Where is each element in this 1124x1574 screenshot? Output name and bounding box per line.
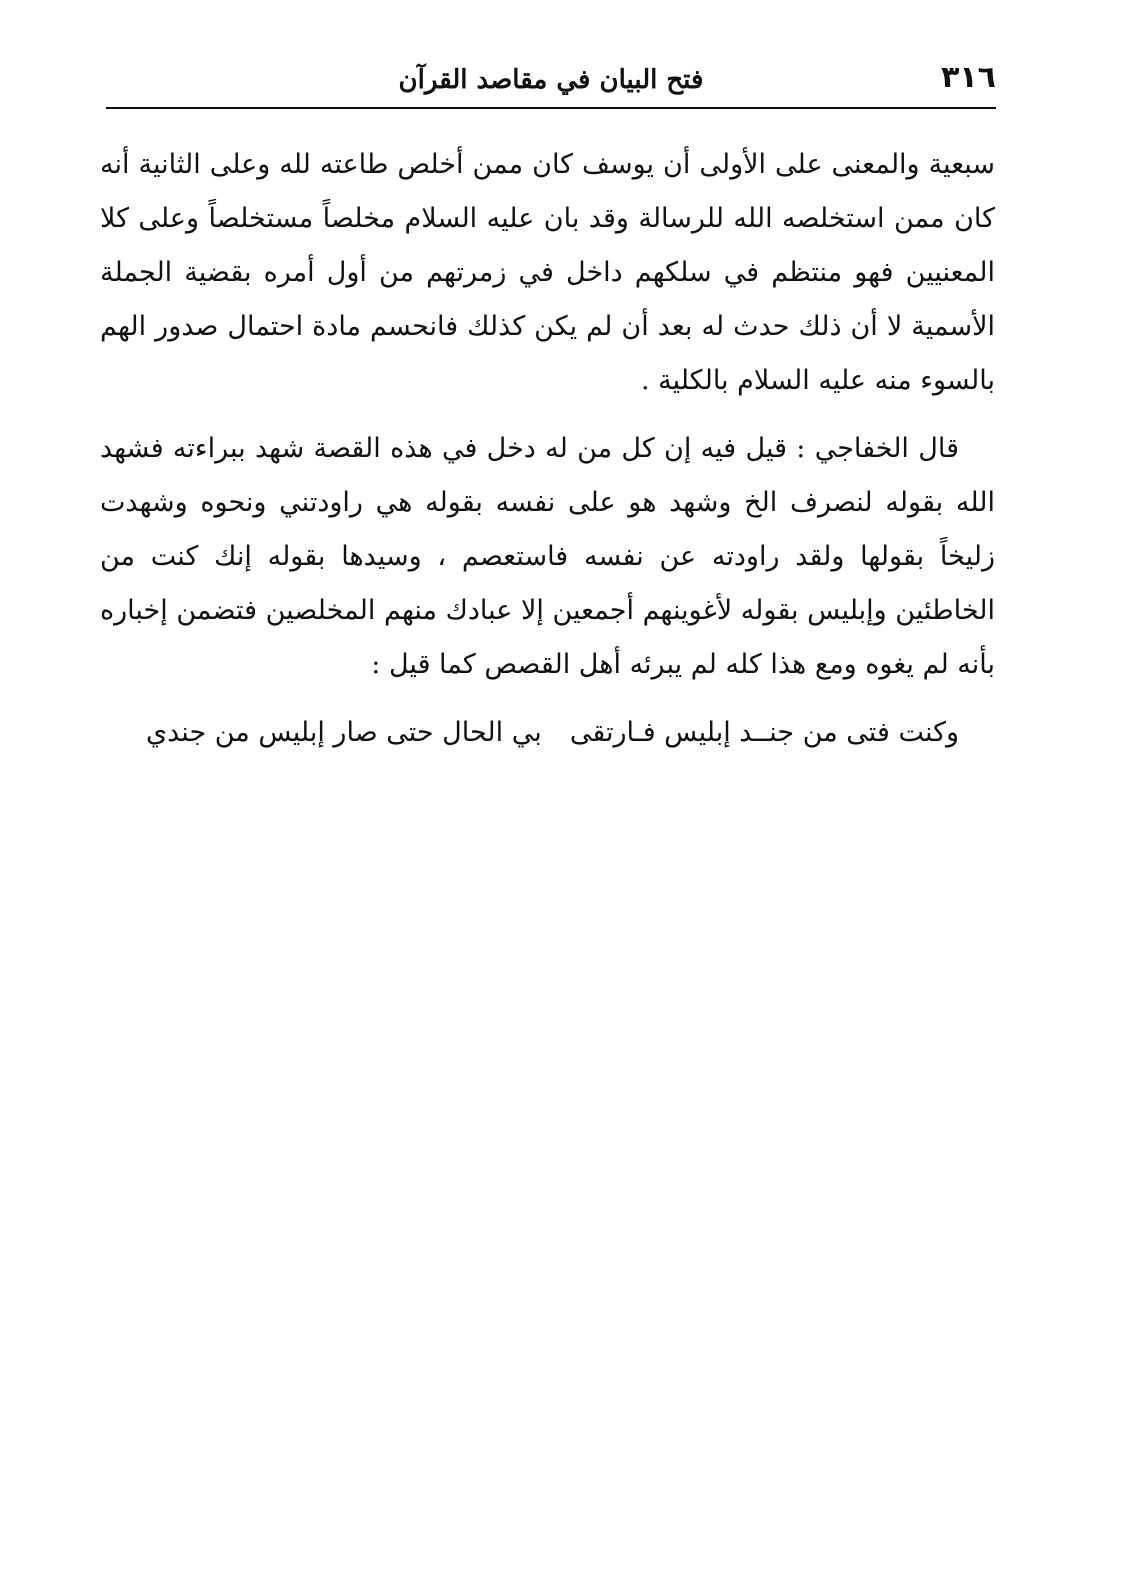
paragraph-2: قال الخفاجي : قيل فيه إن كل من له دخل في هذه القصة شهد ببراءته فشهد الله بقوله لنصرف الخ وشهد هو على نفسه بقوله هي راودتني ونحوه وشهدت زليخاً بقولها ولقد راودته عن نفسه فاستعصم ، وسيدها بقوله إنك كنت من الخاطئين وإبليس بقوله لأغوينهم أجمعين إلا عبادك منهم المخلصين فتضمن إخباره بأنه لم يغوه ومع هذا كله لم يبرئه أهل القصص كما قيل :	[100, 433, 995, 680]
page-number: ٣١٦	[941, 60, 996, 95]
paragraph-1: سبعية والمعنى على الأولى أن يوسف كان ممن أخلص طاعته لله وعلى الثانية أنه كان ممن استخلصه الله للرسالة وقد بان عليه السلام مخلصاً مستخلصاً وعلى كلا المعنيين فهو منتظم في سلكهم داخل في زمرتهم من أول أمره بقضية الجملة الأسمية لا أن ذلك حدث له بعد أن لم يكن كذلك فانحسم مادة احتمال صدور الهم بالسوء منه عليه السلام بالكلية .	[100, 149, 995, 396]
running-title: فتح البيان في مقاصد القرآن	[398, 65, 704, 95]
poetry-verse	[100, 706, 995, 760]
verse-first-hemistich: وكنت فتى من جنــد إبليس فـارتقى	[569, 717, 959, 748]
page-header	[106, 56, 996, 108]
verse-second-hemistich: بي الحال حتى صار إبليس من جندي	[146, 717, 542, 748]
main-text	[100, 138, 995, 760]
header-divider	[106, 107, 996, 109]
